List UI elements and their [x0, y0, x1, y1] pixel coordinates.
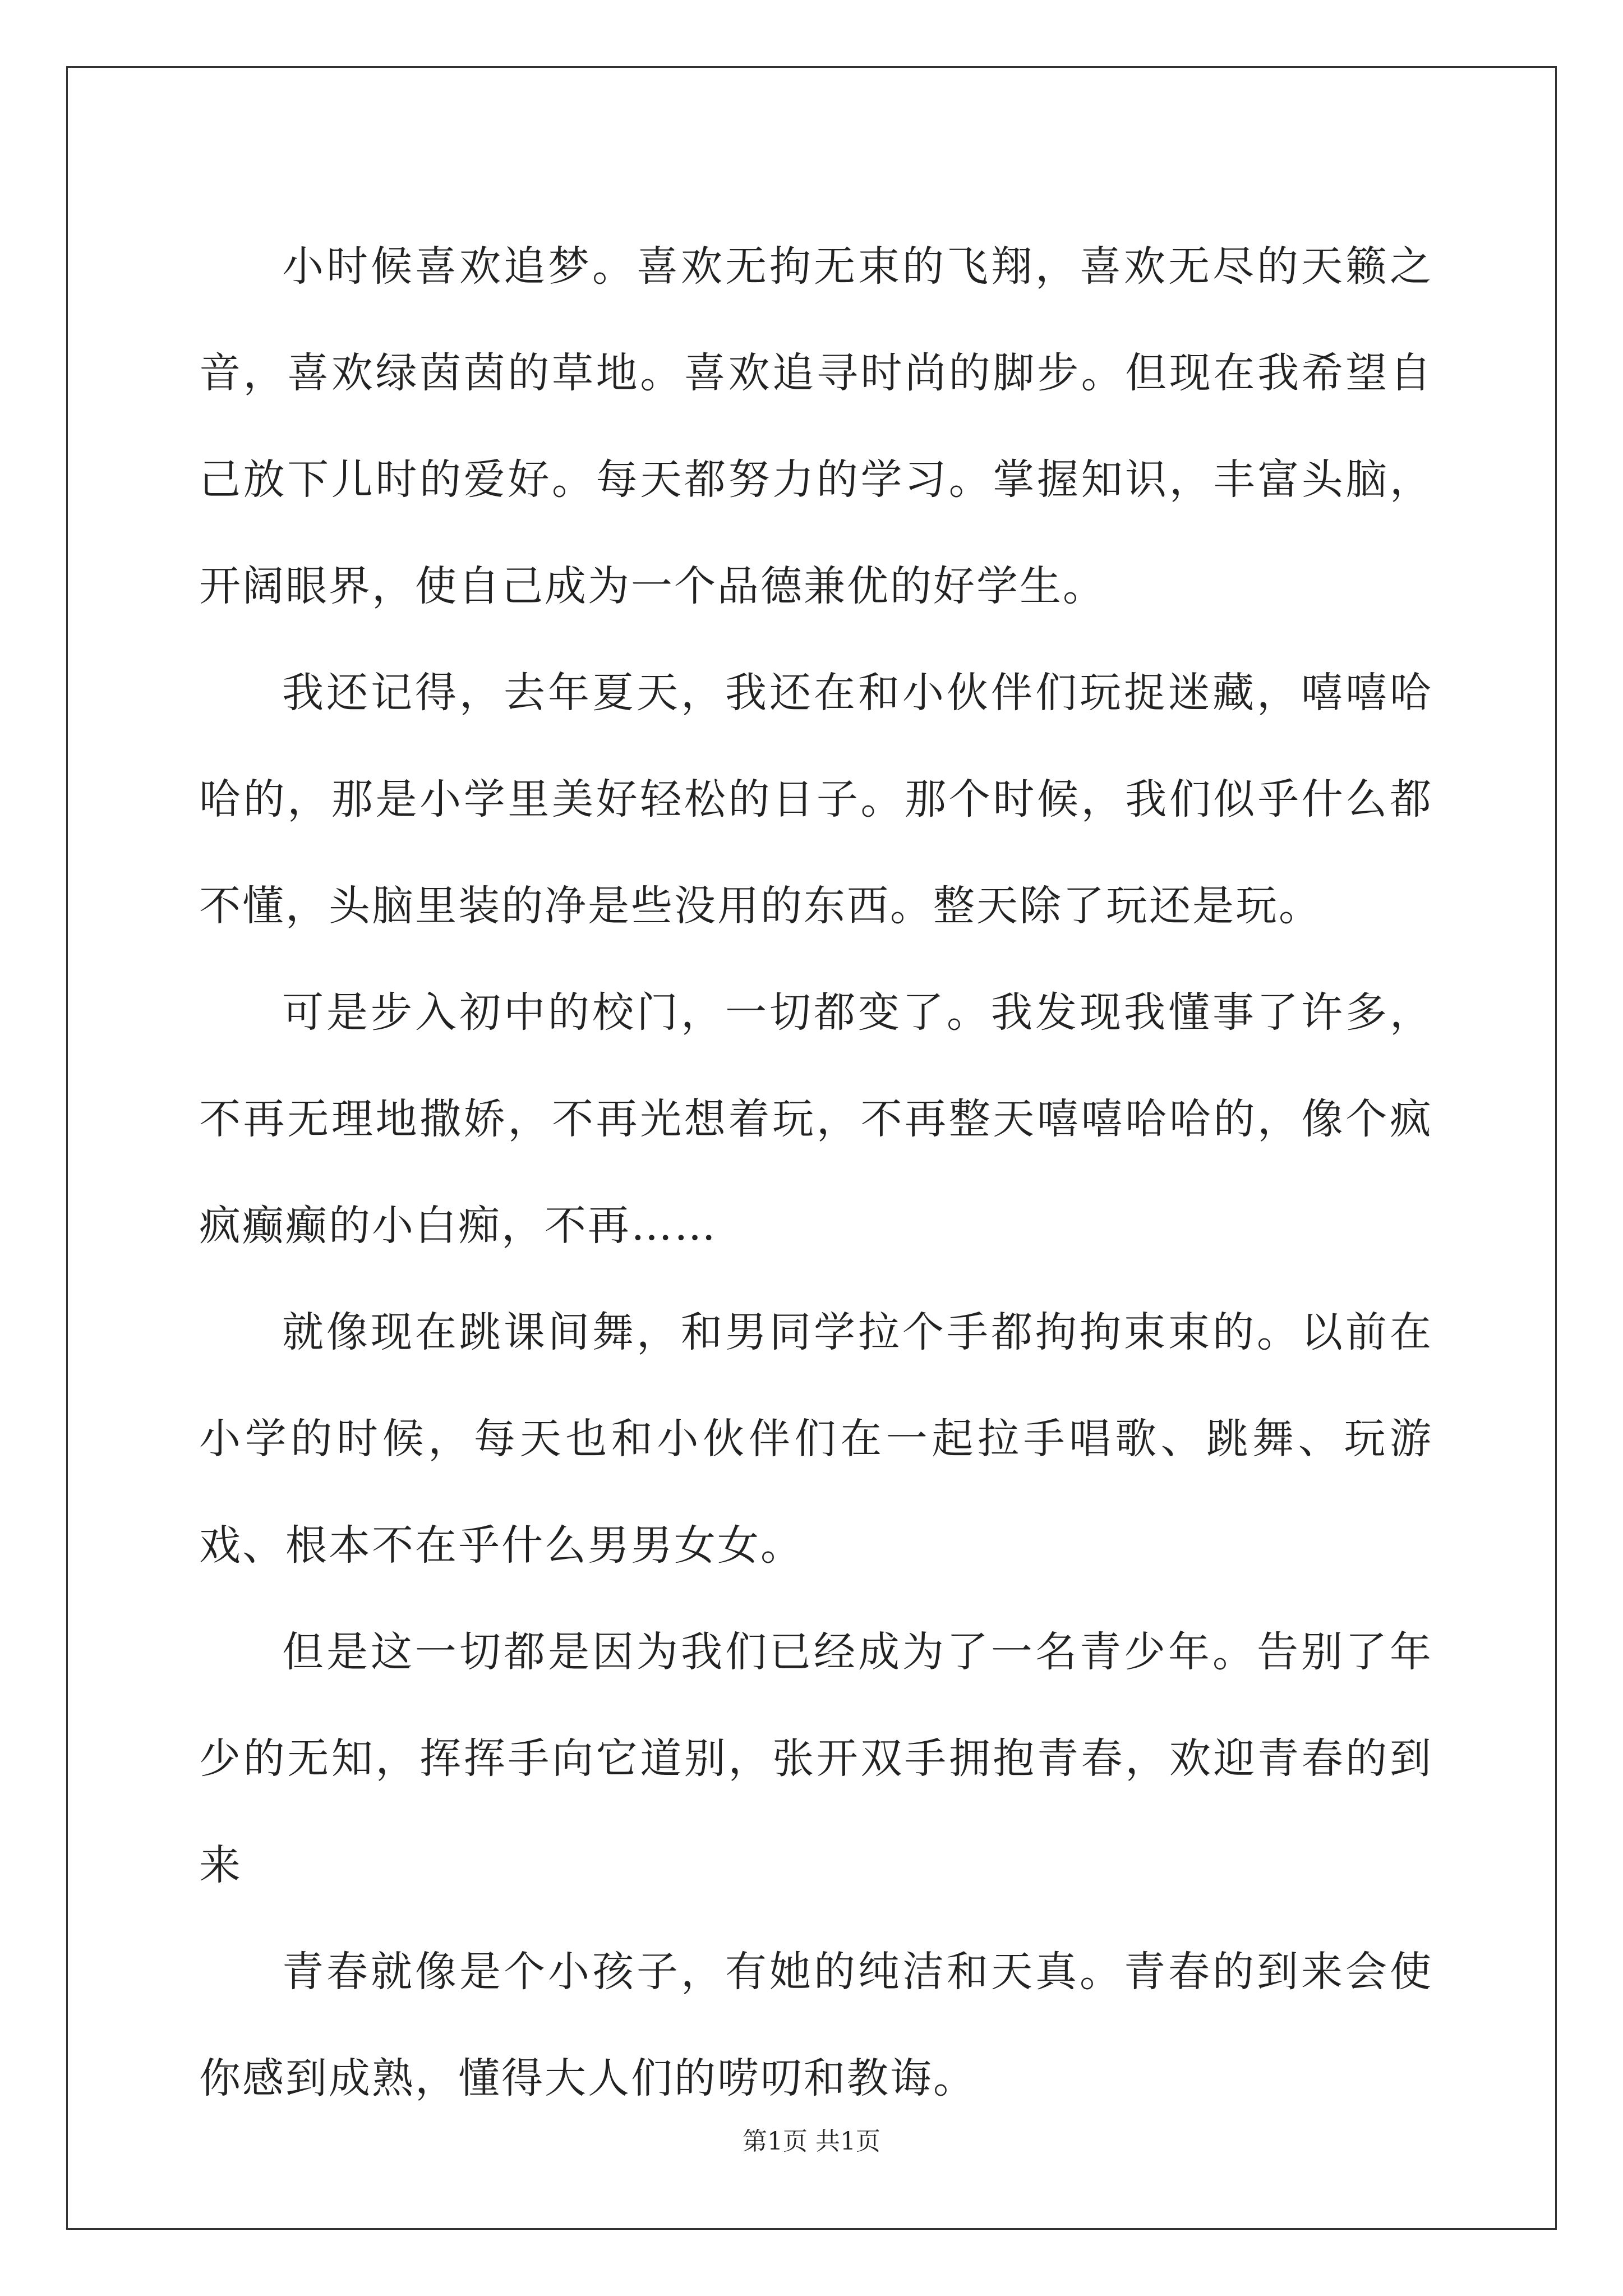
- paragraph-1: 小时候喜欢追梦。喜欢无拘无束的飞翔，喜欢无尽的天籁之音，喜欢绿茵茵的草地。喜欢追寻时尚的脚步。但现在我希望自己放下儿时的爱好。每天都努力的学习。掌握知识，丰富头脑，开阔眼界，使自己成为一个品德兼优的好学生。: [199, 242, 1433, 610]
- paragraph-6: 青春就像是个小孩子，有她的纯洁和天真。青春的到来会使你感到成熟，懂得大人们的唠叨和教诲。: [199, 1948, 1433, 2102]
- paragraph-5: 但是这一切都是因为我们已经成为了一名青少年。告别了年少的无知，挥挥手向它道别，张开双手拥抱青春，欢迎青春的到来: [199, 1628, 1433, 1889]
- paragraph-4: 就像现在跳课间舞，和男同学拉个手都拘拘束束的。以前在小学的时候，每天也和小伙伴们在一起拉手唱歌、跳舞、玩游戏、根本不在乎什么男男女女。: [199, 1308, 1433, 1570]
- page-footer: 第1页 共1页: [743, 2127, 880, 2156]
- paragraph-3: 可是步入初中的校门，一切都变了。我发现我懂事了许多，不再无理地撒娇，不再光想着玩，不再整天嘻嘻哈哈的，像个疯疯癫癫的小白痴，不再……: [199, 988, 1433, 1250]
- paragraph-2: 我还记得，去年夏天，我还在和小伙伴们玩捉迷藏，嘻嘻哈哈的，那是小学里美好轻松的日子。那个时候，我们似乎什么都不懂，头脑里装的净是些没用的东西。整天除了玩还是玩。: [199, 669, 1433, 930]
- document-body: [199, 213, 1433, 2132]
